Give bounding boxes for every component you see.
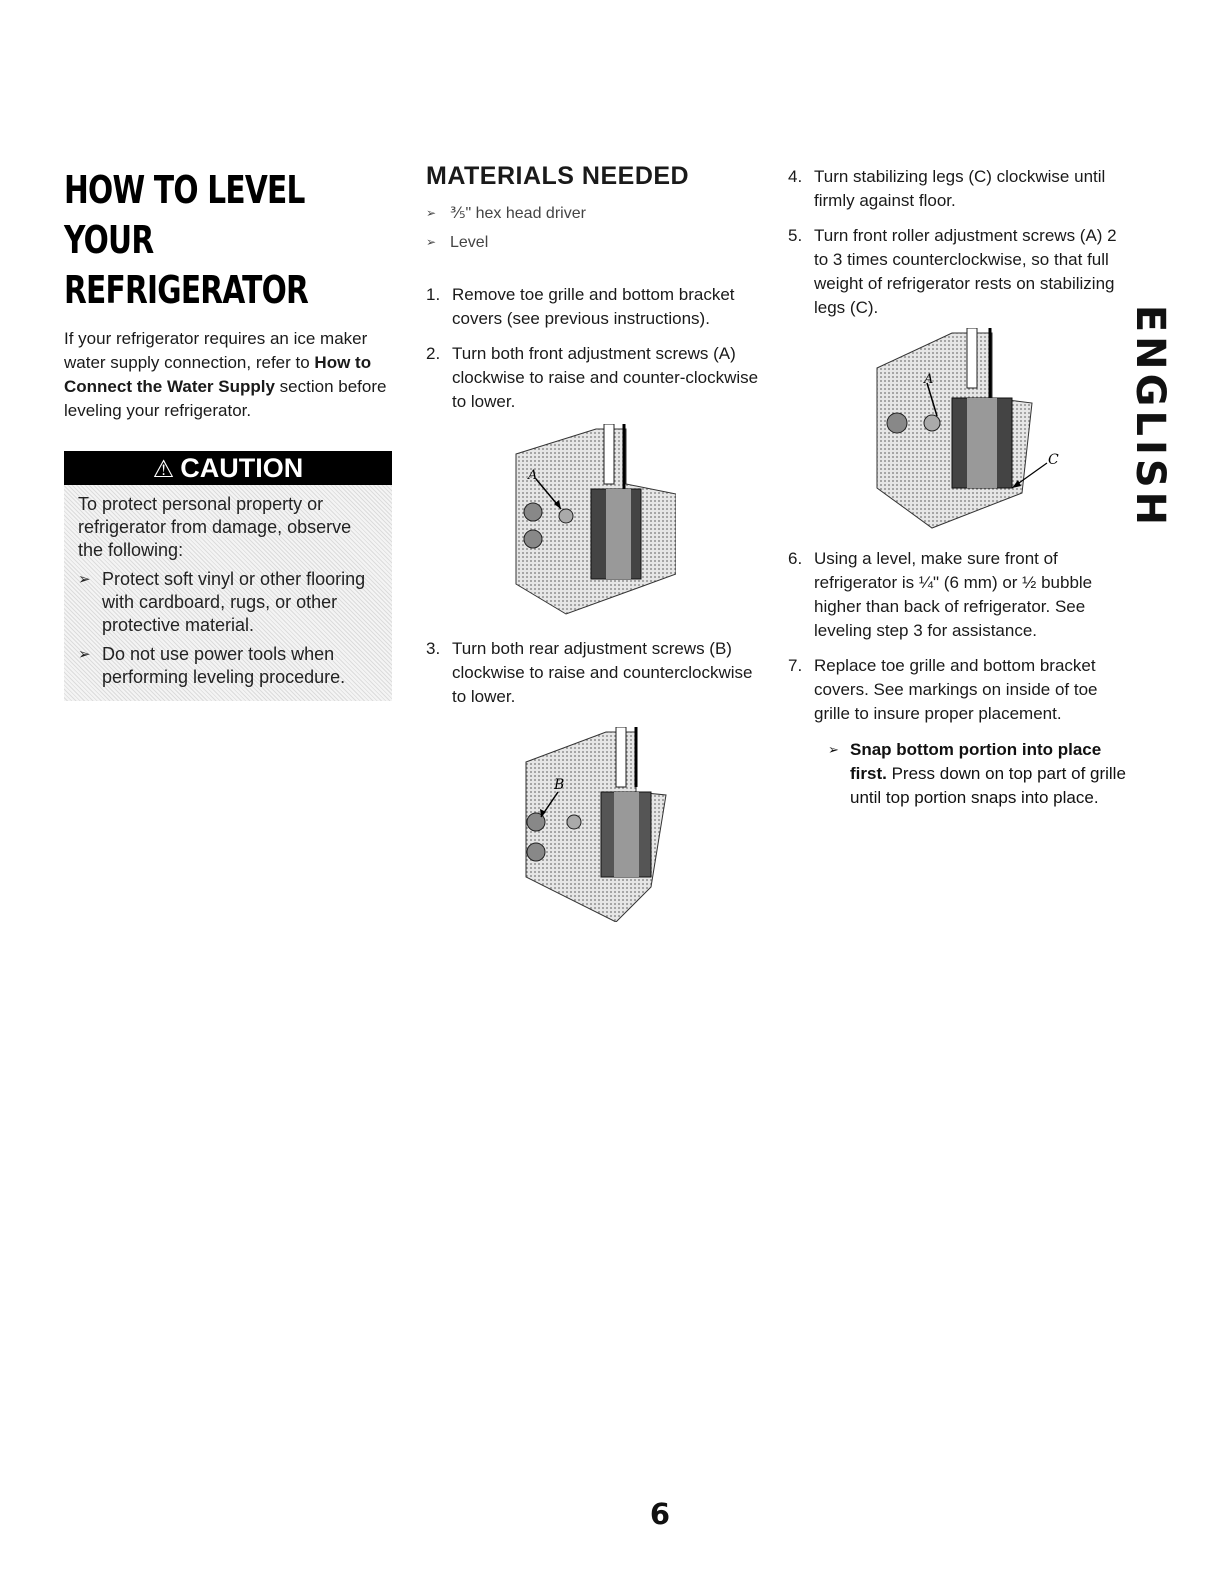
arrow-bullet-icon: ➢ <box>78 571 91 588</box>
figure-label-a: A <box>924 372 934 387</box>
step-text: Remove toe grille and bottom bracket covers (see previous instructions). <box>452 285 735 328</box>
materials-item <box>426 228 766 257</box>
step-number: 3. <box>426 639 441 658</box>
middle-column <box>426 162 766 922</box>
step-text: Using a level, make sure front of refrigerator is ¼" (6 mm) or ½ bubble higher than back of refrigerator. See leveling step 3 for assistance. <box>814 549 1093 640</box>
caution-header <box>64 451 392 485</box>
snap-tip-rest: Press down on top part of grille until top portion snaps into place. <box>850 764 1126 807</box>
caution-body <box>64 485 392 701</box>
intro-paragraph <box>64 327 394 423</box>
arrow-bullet-icon: ➢ <box>78 646 91 663</box>
caution-box <box>64 451 392 701</box>
front-screw-illustration <box>506 424 676 619</box>
figure-label-a: A <box>528 468 538 483</box>
step-7 <box>788 654 1128 726</box>
step-4 <box>788 165 1128 213</box>
language-label: ENGLISH <box>1127 304 1173 530</box>
materials-item-text: ⅗" hex head driver <box>450 205 586 222</box>
step-text: Turn both rear adjustment screws (B) clockwise to raise and counterclockwise to lower. <box>452 639 753 706</box>
step-5 <box>788 224 1128 320</box>
page-title: HOW TO LEVEL YOUR REFRIGERATOR <box>64 168 309 312</box>
snap-tip-bold: Snap bottom portion into place first. <box>850 740 1102 783</box>
step-1 <box>426 283 766 331</box>
figure-label-c: C <box>1048 452 1059 468</box>
stabilizing-leg-illustration <box>872 328 1067 533</box>
right-column <box>788 165 1128 810</box>
warning-icon: ⚠ <box>152 456 175 483</box>
intro-text: If your refrigerator requires an ice maker water supply connection, refer to <box>64 329 368 372</box>
step-number: 7. <box>788 656 803 675</box>
step-6 <box>788 547 1128 643</box>
step-text: Replace toe grille and bottom bracket covers. See markings on inside of toe grille to insure proper placement. <box>814 656 1098 723</box>
step-number: 6. <box>788 549 803 568</box>
page-number: 6 <box>649 1497 671 1531</box>
caution-bullet <box>78 568 380 637</box>
materials-item-text: Level <box>450 234 489 251</box>
materials-item <box>426 199 766 228</box>
step-number: 2. <box>426 344 441 363</box>
figure-front-screws <box>506 424 766 619</box>
figure-stabilizing-legs <box>872 328 1128 533</box>
figure-rear-screws <box>506 727 766 922</box>
arrow-bullet-icon: ➢ <box>828 742 839 757</box>
intro-text-end: section before leveling your refrigerator. <box>64 377 387 420</box>
snap-tip-text <box>850 738 1128 810</box>
snap-tip <box>828 738 1128 810</box>
arrow-bullet-icon: ➢ <box>426 235 437 249</box>
step-text: Turn stabilizing legs (C) clockwise until firmly against floor. <box>814 167 1106 210</box>
caution-bullet-text: Do not use power tools when performing leveling procedure. <box>102 644 346 687</box>
step-number: 4. <box>788 167 803 186</box>
figure-label-b: B <box>554 777 565 793</box>
step-text: Turn both front adjustment screws (A) clockwise to raise and counter-clockwise to lower. <box>452 344 759 411</box>
caution-label: CAUTION <box>180 453 304 483</box>
caution-text: To protect personal property or refrigerator from damage, observe the following: <box>78 494 352 560</box>
caution-bullet-text: Protect soft vinyl or other flooring with cardboard, rugs, or other protective material. <box>102 569 366 635</box>
arrow-bullet-icon: ➢ <box>426 206 437 220</box>
step-number: 5. <box>788 226 803 245</box>
rear-screw-illustration <box>506 727 676 922</box>
materials-list <box>426 199 766 257</box>
step-2 <box>426 342 766 414</box>
step-number: 1. <box>426 285 441 304</box>
intro-link-text: How to Connect the Water Supply <box>64 353 372 396</box>
caution-bullet <box>78 643 380 689</box>
left-column <box>64 165 394 701</box>
step-3 <box>426 637 766 709</box>
step-text: Turn front roller adjustment screws (A) 2 to 3 times counterclockwise, so that full weight of refrigerator rests on stabilizing legs (C). <box>814 226 1117 317</box>
materials-title: MATERIALS NEEDED <box>426 162 690 190</box>
language-side-tab <box>1127 304 1173 530</box>
